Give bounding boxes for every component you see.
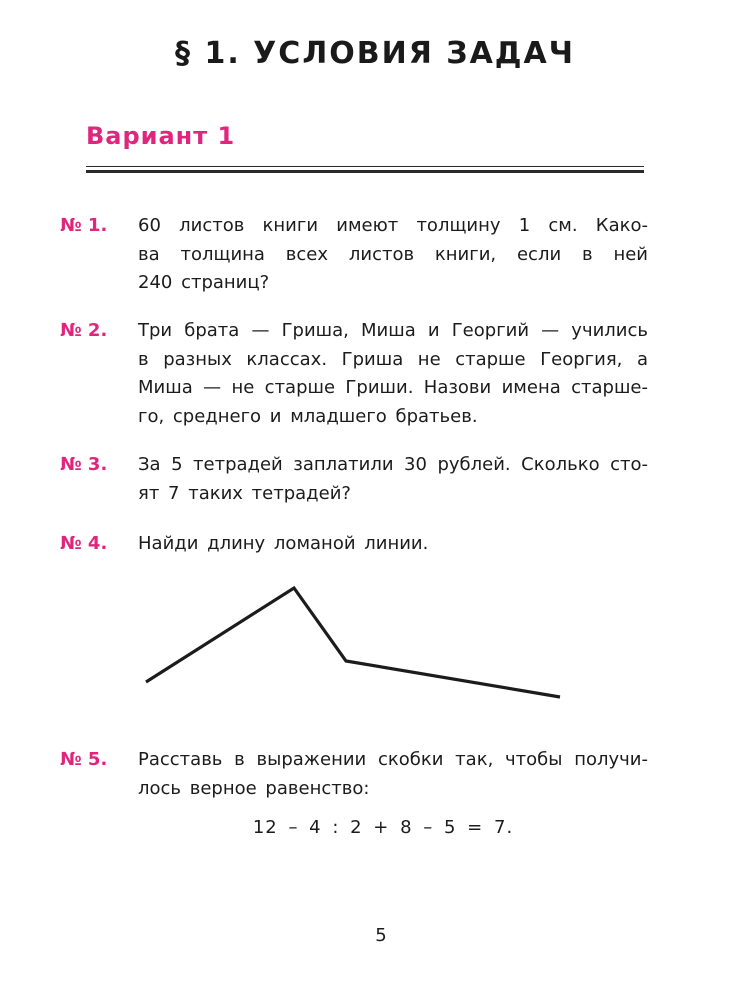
section-title: § 1. УСЛОВИЯ ЗАДАЧ: [175, 36, 575, 71]
task-3: [60, 451, 660, 511]
task-2-line-4: го, среднего и младшего братьев.: [138, 405, 478, 427]
task-4-line-1: Найди длину ломаной линии.: [138, 533, 429, 554]
variant-title: Вариант 1: [86, 122, 236, 150]
page-number: 5: [375, 925, 387, 946]
equation: 12 – 4 : 2 + 8 – 5 = 7.: [252, 817, 514, 838]
task-2-number: № 2.: [60, 320, 108, 341]
task-5: [60, 746, 660, 806]
task-1-text: [138, 212, 648, 298]
title-rule-thin: [86, 166, 644, 167]
task-4-text: [138, 530, 648, 559]
task-2-line-1: Три брата — Гриша, Миша и Георгий — учились: [138, 320, 648, 341]
task-2-line-2: в разных классах. Гриша не старше Георгия, а: [138, 348, 648, 370]
task-5-number: № 5.: [60, 749, 108, 770]
task-1-number: № 1.: [60, 215, 108, 236]
task-2: [60, 317, 660, 435]
task-3-line-1: За 5 тетрадей заплатили 30 рублей. Сколько сто-: [138, 454, 648, 475]
broken-line-figure: [140, 580, 570, 710]
task-4: [60, 530, 660, 562]
task-5-line-1: Расставь в выражении скобки так, чтобы получи-: [138, 749, 648, 770]
task-5-line-2: лось верное равенство:: [138, 777, 370, 799]
task-1-line-2: ва толщина всех листов книги, если в ней: [138, 243, 648, 265]
broken-line: [146, 588, 560, 697]
title-rule-thick: [86, 170, 644, 173]
task-3-number: № 3.: [60, 454, 108, 475]
task-1: [60, 212, 660, 302]
task-4-number: № 4.: [60, 533, 108, 554]
task-2-text: [138, 317, 648, 431]
task-3-line-2: ят 7 таких тетрадей?: [138, 482, 351, 504]
task-5-text: [138, 746, 648, 803]
task-2-line-3: Миша — не старше Гриши. Назови имена старше-: [138, 377, 648, 398]
task-1-line-1: 60 листов книги имеют толщину 1 см. Како-: [138, 215, 648, 236]
task-3-text: [138, 451, 648, 508]
task-1-line-3: 240 страниц?: [138, 272, 270, 293]
